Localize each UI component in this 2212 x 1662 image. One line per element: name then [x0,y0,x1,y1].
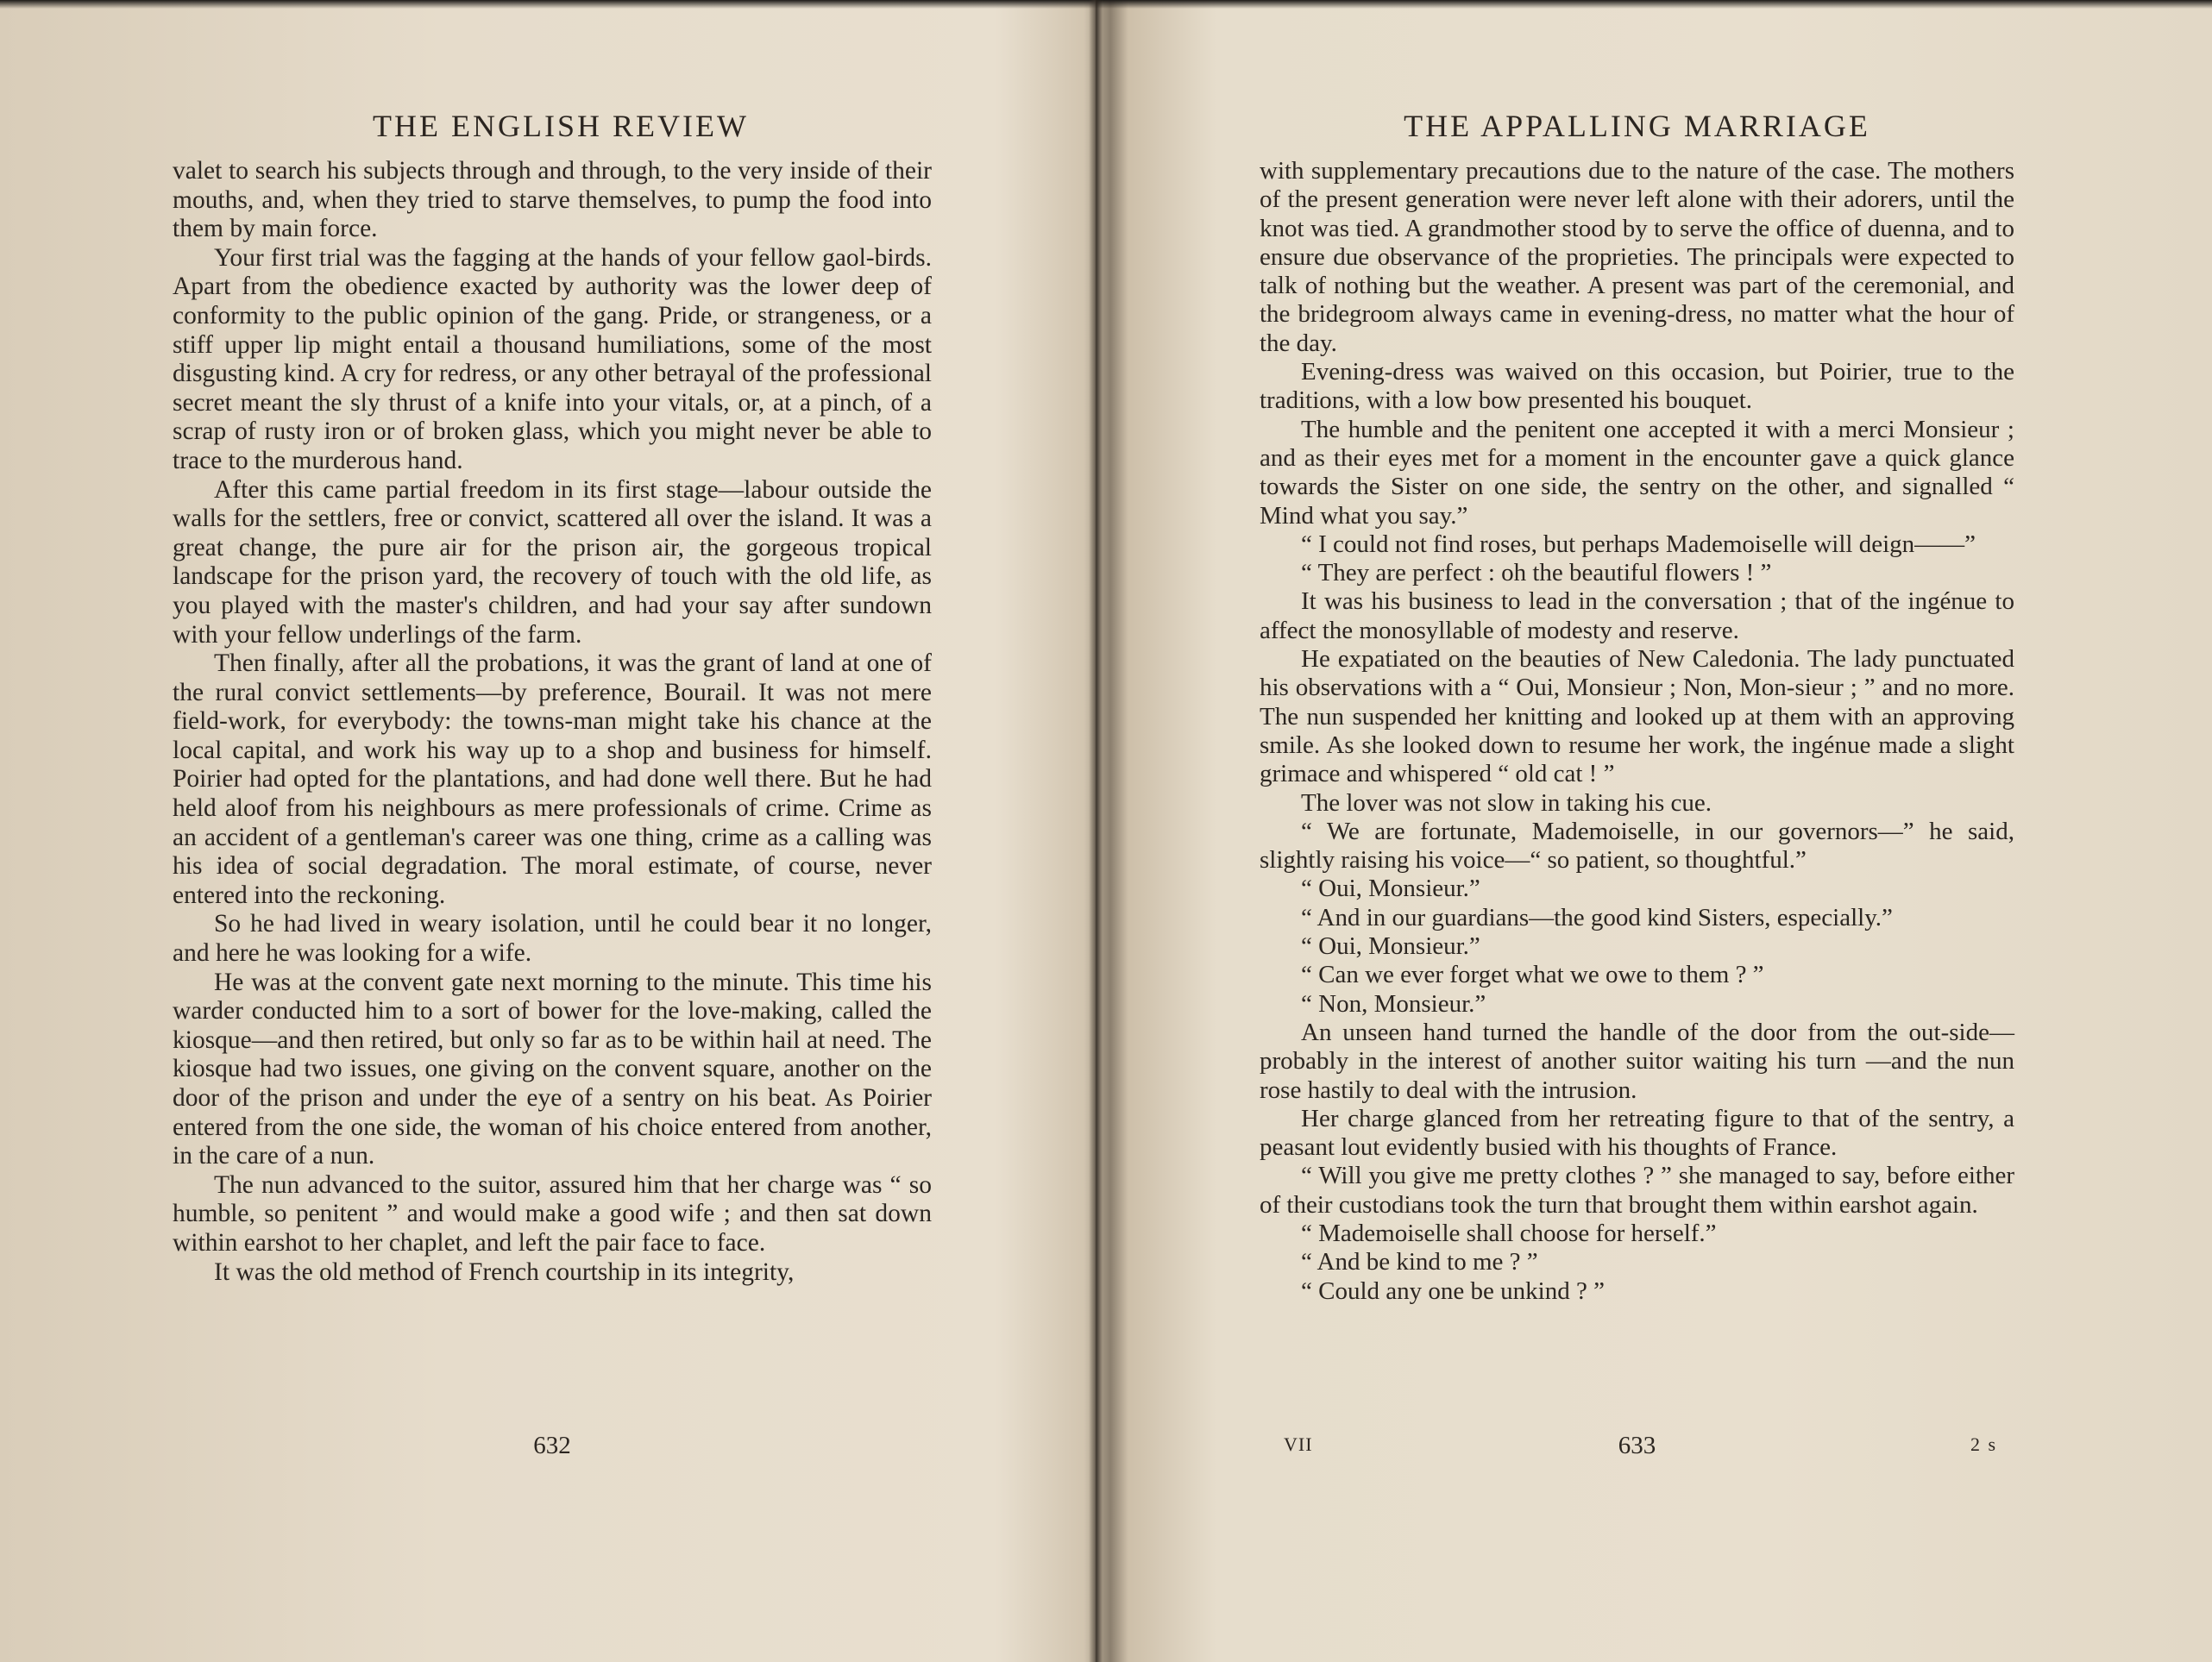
paragraph: The humble and the penitent one accepted it with a merci Monsieur ; and as their eyes met for a moment in the encounter gave a quick glance towards the Sister on one side, the sentry on the other, and signalled “ Mind what you say.” [1260,415,2014,530]
paragraph: The lover was not slow in taking his cue. [1301,788,1712,817]
paragraph: He expatiated on the beauties of New Caledonia. The lady punctuated his observations with a “ Oui, Monsieur ; Non, Mon-sieur ; ” and no more. The nun suspended her knitting and looked up at them with an approving smile. As she looked down to resume her work, the ingénue made a slight grimace and whispered “ old cat ! ” [1260,645,2014,788]
paragraph: with supplementary precautions due to the nature of the case. The mothers of the present generation were never left alone with their adorers, until the knot was tied. A grandmother stood by to serve the office of duenna, and to ensure due observance of the proprieties. The principals were expected to talk of nothing but the weather. A present was part of the ceremonial, and the bridegroom always came in evening-dress, no matter what the hour of the day. [1260,157,2014,357]
right-page-number: 633 [1618,1432,1656,1459]
book-gutter [1089,0,1103,1662]
paragraph: It was the old method of French courtship in its integrity, [214,1257,795,1286]
paragraph: “ We are fortunate, Mademoiselle, in our governors—” he said, slightly raising his voice—“ so patient, so thoughtful.” [1260,817,2014,875]
left-page-body [173,157,932,1287]
paragraph: valet to search his subjects through and through, to the very inside of their mouths, and, when they tried to starve themselves, to pump the food into them by main force. [173,157,932,243]
paragraph: “ They are perfect : oh the beautiful flowers ! ” [1301,559,1772,587]
paragraph: “ Will you give me pretty clothes ? ” she managed to say, before either of their custodians took the turn that brought them within earshot again. [1260,1162,2014,1219]
paragraph: So he had lived in weary isolation, until he could bear it no longer, and here he was looking for a wife. [173,910,932,968]
left-running-head: THE ENGLISH REVIEW [373,109,749,143]
paragraph: “ And in our guardians—the good kind Sisters, especially.” [1301,903,1893,931]
right-page [1260,0,2014,1662]
right-running-head: THE APPALLING MARRIAGE [1404,109,1870,143]
paragraph: “ Can we ever forget what we owe to them ? ” [1301,961,1764,989]
paragraph: Your first trial was the fagging at the hands of your fellow gaol-birds. Apart from the obedience exacted by authority was the lower deep of conformity to the public opinion of the gang. Pride, or strangeness, or a stiff upper lip might entail a thousand humiliations, some of the most disgusting kind. A cry for redress, or any other betrayal of the professional secret meant the sly thrust of a knife into your vitals, or, at a pinch, of a scrap of rusty iron or of broken glass, which you might never be able to trace to the murderous hand. [173,243,932,474]
signature-mark-volume: VII [1284,1433,1313,1455]
paragraph: He was at the convent gate next morning to the minute. This time his warder conducted him to a sort of bower for the love-making, called the kiosque—and then retired, but only so far as to be within hail at need. The kiosque had two issues, one giving on the convent square, another on the door of the prison and under the eye of a sentry on his beat. As Poirier entered from the one side, the woman of his choice entered from another, in the care of a nun. [173,968,932,1170]
paragraph: An unseen hand turned the handle of the door from the out-side—probably in the interest of another suitor waiting his turn —and the nun rose hastily to deal with the intrusion. [1260,1018,2014,1104]
paragraph: Her charge glanced from her retreating figure to that of the sentry, a peasant lout evidently busied with his thoughts of France. [1260,1104,2014,1162]
signature-mark-gathering: 2 s [1970,1433,1997,1455]
paragraph: “ I could not find roses, but perhaps Mademoiselle will deign——” [1301,530,1976,558]
paragraph: The nun advanced to the suitor, assured him that her charge was “ so humble, so penitent ” and would make a good wife ; and then sat down within earshot to her chaplet, and left the pair face to face. [173,1170,932,1257]
paragraph: It was his business to lead in the conversation ; that of the ingénue to affect the monosyllable of modesty and reserve. [1260,587,2014,644]
paragraph: “ Oui, Monsieur.” [1301,875,1480,903]
paragraph: “ Oui, Monsieur.” [1301,932,1480,961]
paragraph: “ Could any one be unkind ? ” [1301,1276,1605,1305]
paragraph: Then finally, after all the probations, it was the grant of land at one of the rural convict settlements—by preference, Bourail. It was not mere field-work, for everybody: the towns-man might take his chance at the local capital, and work his way up to a shop and business for himself. Poirier had opted for the plantations, and had done well there. But he had held aloof from his neighbours as mere professionals of crime. Crime as an accident of a gentleman's career was one thing, crime as a calling was his idea of social degradation. The moral estimate, of course, never entered into the reckoning. [173,649,932,909]
left-page [173,0,932,1662]
paragraph: “ Mademoiselle shall choose for herself.” [1301,1219,1717,1247]
paragraph: After this came partial freedom in its first stage—labour outside the walls for the settlers, free or convict, scattered all over the island. It was a great change, the pure air for the prison air, the gorgeous tropical landscape for the prison yard, the recovery of touch with the old life, as you played with the master's children, and had your say after sundown with your fellow underlings of the farm. [173,475,932,649]
paragraph: Evening-dress was waived on this occasion, but Poirier, true to the traditions, with a low bow presented his bouquet. [1260,358,2014,415]
right-page-body [1260,157,2014,1306]
paragraph: “ And be kind to me ? ” [1301,1248,1538,1276]
left-page-number: 632 [533,1432,571,1459]
paragraph: “ Non, Monsieur.” [1301,989,1486,1018]
